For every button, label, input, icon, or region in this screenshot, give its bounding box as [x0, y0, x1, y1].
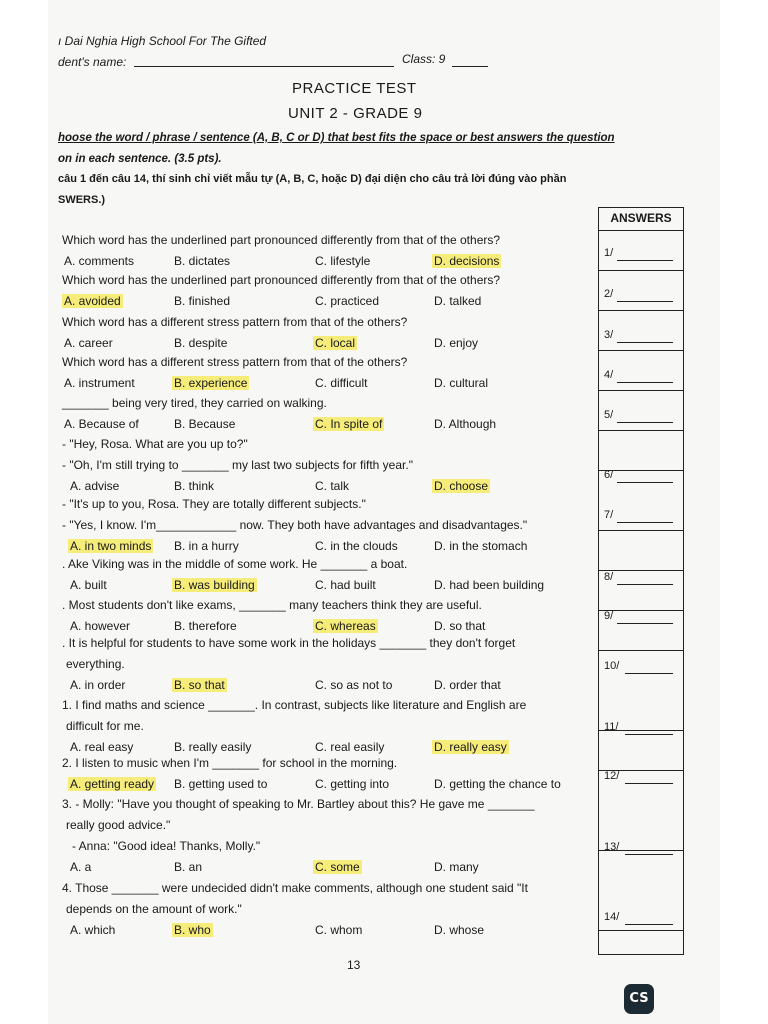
question-5-option-b: B. Because: [174, 417, 236, 431]
question-9-option-d: D. so that: [434, 619, 486, 633]
answer-label-5: 5/: [604, 409, 614, 421]
question-7-option-d: D. in the stomach: [434, 539, 528, 553]
question-5-option-d: D. Although: [434, 417, 497, 431]
answer-row-divider: [599, 270, 683, 271]
answer-blank-9[interactable]: [617, 622, 673, 624]
question-4-text: Which word has a different stress pattern from that of the others?: [62, 355, 408, 369]
question-14-option-c: C. whom: [315, 923, 363, 937]
answer-blank-11[interactable]: [625, 733, 673, 735]
question-9-option-a: A. however: [70, 619, 131, 633]
answer-label-10: 10/: [604, 660, 620, 672]
answer-label-11: 11/: [604, 721, 619, 733]
question-4-option-b: B. experience: [174, 376, 248, 390]
answers-header: ANSWERS: [599, 208, 683, 231]
question-6-option-c: C. talk: [315, 479, 350, 493]
page-title: PRACTICE TEST: [292, 80, 417, 97]
question-11-text: 1. I find maths and science _______. In contrast, subjects like literature and English are: [62, 698, 527, 712]
question-11-option-b: B. really easily: [174, 740, 252, 754]
question-12-option-d: D. getting the chance to: [434, 777, 561, 791]
question-1-text: Which word has the underlined part pronounced differently from that of the others?: [62, 233, 501, 247]
question-6-option-a: A. advise: [70, 479, 120, 493]
question-5-option-a: A. Because of: [64, 417, 139, 431]
question-3-option-b: B. despite: [174, 336, 228, 350]
answer-blank-10[interactable]: [625, 672, 673, 674]
question-12-option-c: C. getting into: [315, 777, 390, 791]
question-13-text: 3. - Molly: "Have you thought of speaking to Mr. Bartley about this? He gave me _______: [62, 797, 535, 811]
answer-blank-6[interactable]: [617, 481, 673, 483]
answer-label-14: 14/: [604, 911, 620, 923]
answer-label-7: 7/: [604, 509, 614, 521]
question-8-option-b: B. was building: [174, 578, 255, 592]
answer-blank-12[interactable]: [625, 782, 673, 784]
question-3-option-a: A. career: [64, 336, 113, 350]
question-6-option-b: B. think: [174, 479, 215, 493]
question-10-option-c: C. so as not to: [315, 678, 393, 692]
answer-label-8: 8/: [604, 571, 614, 583]
question-4-option-c: C. difficult: [315, 376, 368, 390]
answer-label-3: 3/: [604, 329, 614, 341]
question-13-text: - Anna: "Good idea! Thanks, Molly.": [72, 839, 261, 853]
answer-blank-8[interactable]: [617, 583, 673, 585]
question-8-option-c: C. had built: [315, 578, 376, 592]
class-blank: [452, 66, 488, 67]
question-2-option-d: D. talked: [434, 294, 482, 308]
question-10-text: . It is helpful for students to have some work in the holidays _______ they don't forget: [62, 636, 516, 650]
question-7-option-b: B. in a hurry: [174, 539, 239, 553]
question-14-option-a: A. which: [70, 923, 116, 937]
question-10-option-a: A. in order: [70, 678, 126, 692]
question-10-text: everything.: [66, 657, 125, 671]
question-14-option-b: B. who: [174, 923, 211, 937]
question-2-option-a: A. avoided: [64, 294, 121, 308]
answer-row-divider: [599, 650, 683, 651]
question-8-option-a: A. built: [70, 578, 107, 592]
question-12-option-a: A. getting ready: [70, 777, 155, 791]
question-7-option-c: C. in the clouds: [315, 539, 398, 553]
question-11-option-c: C. real easily: [315, 740, 385, 754]
answer-label-9: 9/: [604, 610, 614, 622]
question-2-option-b: B. finished: [174, 294, 231, 308]
question-13-text: really good advice.": [66, 818, 171, 832]
answer-blank-2[interactable]: [617, 300, 673, 302]
instruction-line-4: SWERS.): [58, 194, 106, 206]
answer-blank-1[interactable]: [617, 259, 673, 261]
question-13-option-b: B. an: [174, 860, 203, 874]
question-3-text: Which word has a different stress pattern from that of the others?: [62, 315, 408, 329]
student-name-label: dent's name:: [58, 55, 127, 69]
question-7-text: - "Yes, I know. I'm____________ now. They both have advantages and disadvantages.": [62, 518, 528, 532]
answer-row-divider: [599, 530, 683, 531]
question-3-option-d: D. enjoy: [434, 336, 479, 350]
answer-blank-14[interactable]: [625, 923, 673, 925]
question-5-option-c: C. In spite of: [315, 417, 383, 431]
answer-label-4: 4/: [604, 369, 614, 381]
instruction-line-2: on in each sentence. (3.5 pts).: [58, 153, 222, 165]
answer-blank-5[interactable]: [617, 421, 673, 423]
question-11-text: difficult for me.: [66, 719, 144, 733]
question-2-text: Which word has the underlined part pronounced differently from that of the others?: [62, 273, 501, 287]
question-12-text: 2. I listen to music when I'm _______ for school in the morning.: [62, 756, 398, 770]
camscanner-logo: CS: [624, 984, 654, 1014]
question-12-option-b: B. getting used to: [174, 777, 268, 791]
question-5-text: _______ being very tired, they carried on walking.: [62, 396, 327, 410]
answer-row-divider: [599, 430, 683, 431]
question-10-option-b: B. so that: [174, 678, 225, 692]
question-11-option-d: D. really easy: [434, 740, 507, 754]
answer-label-13: 13/: [604, 841, 620, 853]
question-14-text: 4. Those _______ were undecided didn't make comments, although one student said "It: [62, 881, 528, 895]
question-1-option-c: C. lifestyle: [315, 254, 371, 268]
answer-blank-13[interactable]: [625, 853, 673, 855]
question-6-text: - "Hey, Rosa. What are you up to?": [62, 437, 248, 451]
question-1-option-a: A. comments: [64, 254, 135, 268]
question-1-option-d: D. decisions: [434, 254, 500, 268]
answer-row-divider: [599, 350, 683, 351]
question-9-text: . Most students don't like exams, _______ many teachers think they are useful.: [62, 598, 482, 612]
page-number: 13: [347, 958, 361, 972]
question-13-option-d: D. many: [434, 860, 479, 874]
answer-label-2: 2/: [604, 288, 614, 300]
answer-row-divider: [599, 930, 683, 931]
student-name-blank: [134, 66, 394, 67]
answer-blank-7[interactable]: [617, 521, 673, 523]
question-14-option-d: D. whose: [434, 923, 485, 937]
question-1-option-b: B. dictates: [174, 254, 231, 268]
question-9-option-c: C. whereas: [315, 619, 376, 633]
answer-label-6: 6/: [604, 469, 614, 481]
question-10-option-d: D. order that: [434, 678, 501, 692]
question-8-text: . Ake Viking was in the middle of some work. He _______ a boat.: [62, 557, 408, 571]
question-13-option-a: A. a: [70, 860, 92, 874]
question-6-text: - "Oh, I'm still trying to _______ my last two subjects for fifth year.": [62, 458, 413, 472]
page-subtitle: UNIT 2 - GRADE 9: [288, 105, 423, 122]
question-2-option-c: C. practiced: [315, 294, 380, 308]
answer-label-1: 1/: [604, 247, 614, 259]
instruction-line-1: hoose the word / phrase / sentence (A, B, C or D) that best fits the space or best answers the question: [58, 132, 615, 144]
question-6-option-d: D. choose: [434, 479, 489, 493]
question-4-option-a: A. instrument: [64, 376, 135, 390]
answer-row-divider: [599, 390, 683, 391]
question-4-option-d: D. cultural: [434, 376, 489, 390]
answer-blank-4[interactable]: [617, 381, 673, 383]
question-13-option-c: C. some: [315, 860, 360, 874]
question-11-option-a: A. real easy: [70, 740, 134, 754]
question-14-text: depends on the amount of work.": [66, 902, 242, 916]
question-7-option-a: A. in two minds: [70, 539, 152, 553]
answer-label-12: 12/: [604, 770, 620, 782]
question-3-option-c: C. local: [315, 336, 356, 350]
question-8-option-d: D. had been building: [434, 578, 545, 592]
answers-box: [598, 207, 684, 955]
question-9-option-b: B. therefore: [174, 619, 237, 633]
answer-blank-3[interactable]: [617, 341, 673, 343]
school-name: ı Dai Nghia High School For The Gifted: [58, 34, 267, 48]
instruction-line-3: câu 1 đến câu 14, thí sinh chỉ viết mẫu tự (A, B, C, hoặc D) đại diện cho câu trả lời đúng vào phần: [58, 173, 567, 185]
class-label: Class: 9: [402, 52, 446, 66]
answer-row-divider: [599, 310, 683, 311]
question-7-text: - "It's up to you, Rosa. They are totally different subjects.": [62, 497, 366, 511]
